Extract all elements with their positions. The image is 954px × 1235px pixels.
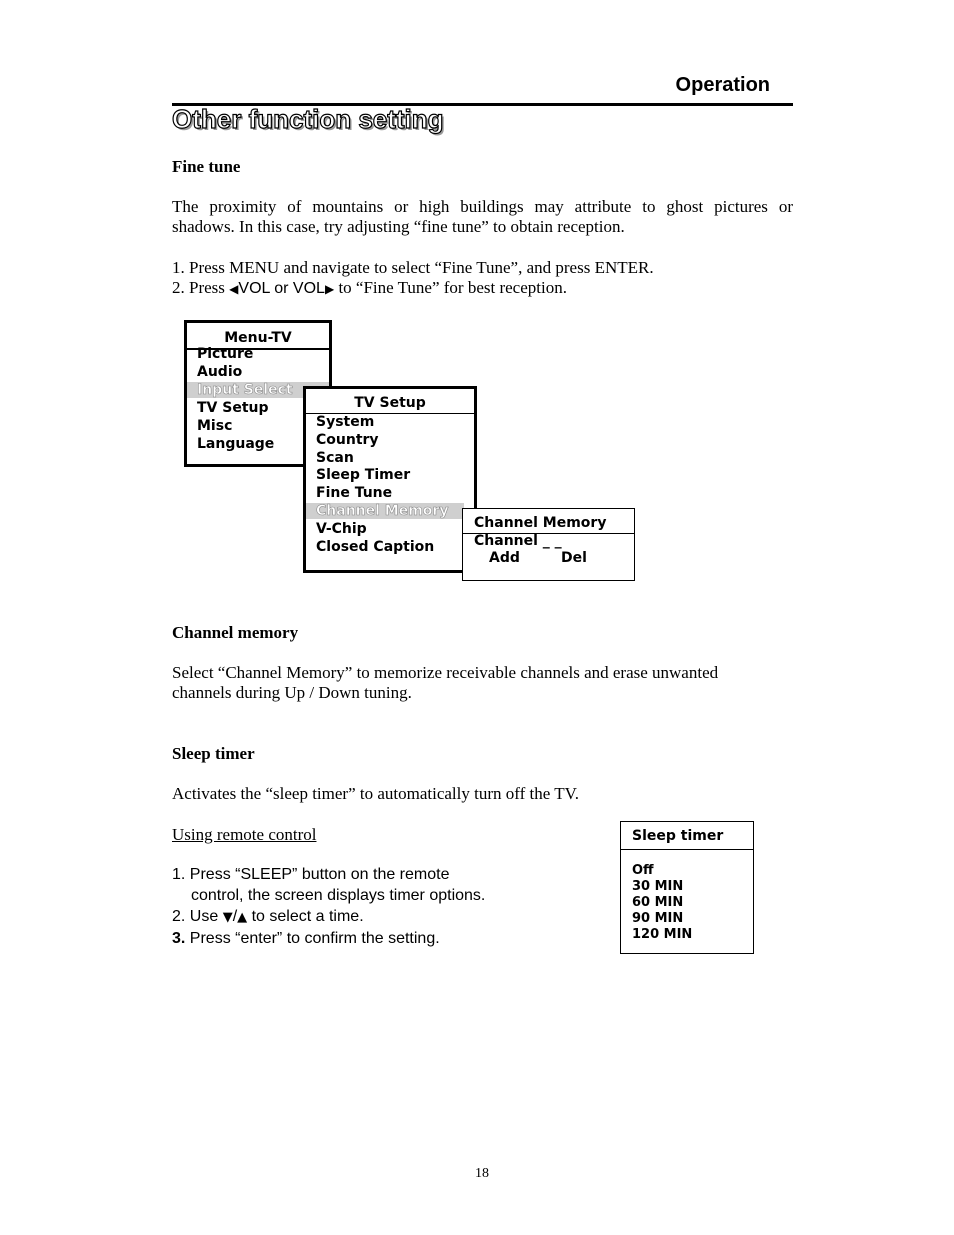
menu-item-language[interactable]: Language [197, 436, 275, 452]
fine-tune-para-line1: The proximity of mountains or high buildings may attribute to ghost pictures or [172, 197, 793, 216]
left-arrow-icon: ◀ [229, 282, 239, 296]
channel-memory-channel-label: Channel _ _ [474, 533, 562, 549]
tv-setup-item-country[interactable]: Country [316, 432, 379, 448]
right-arrow-icon: ▶ [324, 282, 335, 296]
sleep-step2 [172, 906, 485, 928]
page-number: 18 [475, 1166, 489, 1181]
fine-tune-para-line2: shadows. In this case, try adjusting “fine tune” to obtain reception. [172, 217, 625, 236]
sleep-step1-line2: control, the screen displays timer options. [191, 887, 486, 904]
sleep-timer-steps [172, 864, 485, 949]
fine-tune-step2-prefix: 2. Press [172, 278, 230, 297]
channel-memory-del-option[interactable]: Del [561, 550, 587, 566]
sleep-timer-para: Activates the “sleep timer” to automatically turn off the TV. [172, 784, 579, 803]
tv-setup-item-scan[interactable]: Scan [316, 450, 354, 466]
tv-setup-item-v-chip[interactable]: V-Chip [316, 521, 367, 537]
tv-setup-item-closed-caption[interactable]: Closed Caption [316, 539, 435, 555]
sleep-step3-text: Press “enter” to confirm the setting. [185, 930, 440, 947]
menu-item-tv-setup[interactable]: TV Setup [197, 400, 269, 416]
sleep-step2-slash: / [232, 908, 238, 925]
remote-control-heading: Using remote control [172, 825, 317, 844]
down-arrow-icon: ▼ [222, 910, 233, 925]
sleep-step2-suffix: to select a time. [247, 908, 364, 925]
menu-tv-title: Menu-TV [224, 330, 292, 346]
sleep-timer-box-title: Sleep timer [632, 828, 724, 844]
tv-setup-item-system[interactable]: System [316, 414, 375, 430]
tv-setup-item-channel-memory[interactable]: Channel Memory [306, 503, 464, 519]
sleep-step3-number: 3. [172, 930, 186, 947]
sleep-step3 [172, 928, 485, 949]
tv-setup-item-fine-tune[interactable]: Fine Tune [316, 485, 393, 501]
sleep-step2-prefix: 2. Use [172, 908, 223, 925]
sleep-step1-line1: 1. Press “SLEEP” button on the remote [172, 866, 450, 883]
sleep-option-30-min[interactable]: 30 MIN [632, 879, 684, 894]
menu-item-audio[interactable]: Audio [197, 364, 243, 380]
channel-memory-box-title: Channel Memory [474, 515, 607, 531]
vol-label: VOL or VOL [238, 280, 325, 297]
sleep-option-120-min[interactable]: 120 MIN [632, 927, 693, 942]
channel-memory-para-line2: channels during Up / Down tuning. [172, 683, 412, 702]
menu-item-picture[interactable]: Picture [197, 346, 254, 362]
sleep-option-90-min[interactable]: 90 MIN [632, 911, 684, 926]
section-label: Operation [675, 74, 770, 96]
tv-setup-box [303, 386, 477, 573]
sleep-timer-box-rule [621, 849, 753, 850]
fine-tune-step2-suffix: to “Fine Tune” for best reception. [334, 278, 567, 297]
up-arrow-icon: ▲ [237, 910, 248, 925]
fine-tune-step2 [172, 278, 567, 299]
fine-tune-step1: 1. Press MENU and navigate to select “Fine Tune”, and press ENTER. [172, 258, 654, 277]
channel-memory-box [462, 508, 635, 581]
tv-setup-title: TV Setup [354, 395, 426, 411]
menu-item-input-select[interactable]: Input Select [187, 382, 329, 398]
sleep-option-off[interactable]: Off [632, 863, 654, 878]
tv-setup-item-sleep-timer[interactable]: Sleep Timer [316, 467, 411, 483]
page-title: Other function setting [172, 104, 444, 134]
sleep-timer-box [620, 821, 754, 954]
channel-memory-add-option[interactable]: Add [489, 550, 520, 566]
sleep-timer-heading: Sleep timer [172, 744, 255, 763]
channel-memory-para-line1: Select “Channel Memory” to memorize receivable channels and erase unwanted [172, 663, 719, 682]
sleep-option-60-min[interactable]: 60 MIN [632, 895, 684, 910]
menu-item-misc[interactable]: Misc [197, 418, 233, 434]
channel-memory-heading: Channel memory [172, 623, 299, 642]
fine-tune-heading: Fine tune [172, 157, 241, 176]
